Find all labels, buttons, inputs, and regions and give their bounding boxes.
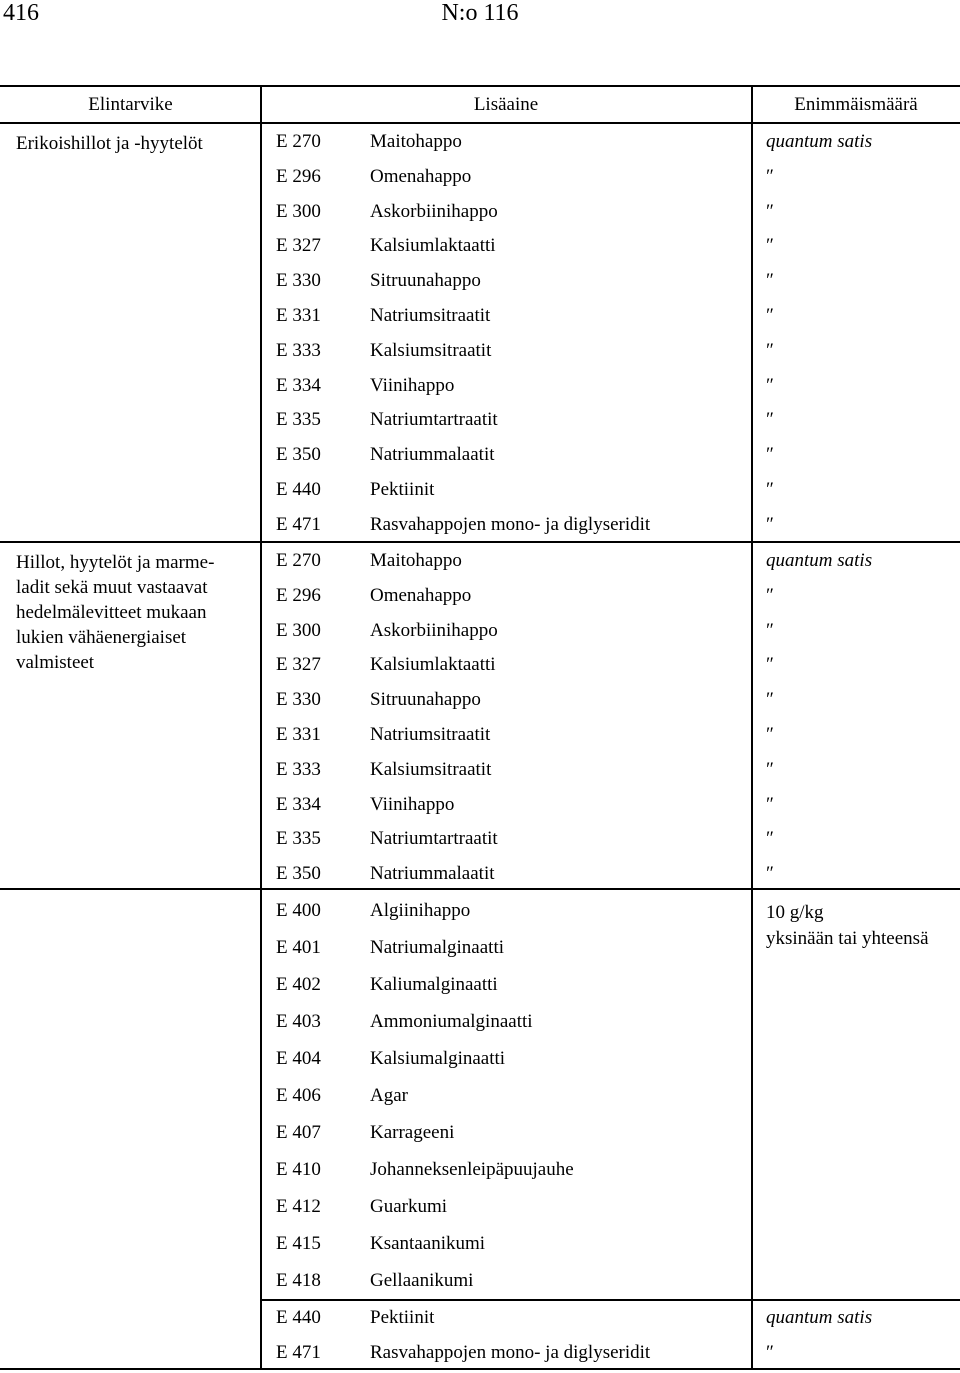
section-rule-1 — [0, 541, 960, 543]
max-amount: quantum satis — [766, 131, 873, 152]
additive-name: Natriumtartraatit — [370, 828, 498, 849]
additive-code: E 440 — [276, 479, 321, 500]
additive-name: Ammoniumalginaatti — [370, 1011, 533, 1032]
additive-name: Omenahappo — [370, 585, 472, 606]
food-cell — [16, 550, 214, 675]
column-divider-left — [260, 85, 262, 1370]
additive-code: E 404 — [276, 1048, 321, 1069]
table-bottom-rule — [0, 1368, 960, 1370]
additive-code: E 330 — [276, 689, 321, 710]
max-amount: ″ — [766, 270, 774, 291]
max-amount: ″ — [766, 759, 774, 780]
additive-code: E 334 — [276, 375, 321, 396]
additive-name: Karrageeni — [370, 1122, 455, 1143]
additive-name: Pektiinit — [370, 1307, 435, 1328]
max-amount: ″ — [766, 620, 774, 641]
additive-name: Natriummalaatit — [370, 863, 495, 884]
max-amount: ″ — [766, 654, 774, 675]
additive-code: E 331 — [276, 305, 321, 326]
additive-code: E 400 — [276, 900, 321, 921]
header-food: Elintarvike — [88, 94, 173, 115]
max-amount: ″ — [766, 479, 774, 500]
max-amount: ″ — [766, 444, 774, 465]
max-amount: ″ — [766, 409, 774, 430]
additive-name: Askorbiinihappo — [370, 620, 498, 641]
additive-code: E 327 — [276, 654, 321, 675]
additive-code: E 300 — [276, 201, 321, 222]
additive-name: Johanneksenleipäpuujauhe — [370, 1159, 574, 1180]
food-line: valmisteet — [16, 652, 95, 673]
max-amount: ″ — [766, 1342, 774, 1363]
max-amount: ″ — [766, 201, 774, 222]
additive-name: Pektiinit — [370, 479, 435, 500]
additive-name: Kalsiumlaktaatti — [370, 235, 496, 256]
additive-code: E 418 — [276, 1270, 321, 1291]
additive-code: E 471 — [276, 514, 321, 535]
additive-name: Natriumtartraatit — [370, 409, 498, 430]
additive-code: E 270 — [276, 550, 321, 571]
additive-code: E 331 — [276, 724, 321, 745]
additive-code: E 330 — [276, 270, 321, 291]
additive-code: E 333 — [276, 340, 321, 361]
max-amount: quantum satis — [766, 550, 873, 571]
additive-code: E 410 — [276, 1159, 321, 1180]
max-line: 10 g/kg — [766, 902, 824, 923]
additive-code: E 406 — [276, 1085, 321, 1106]
additive-name: Gellaanikumi — [370, 1270, 474, 1291]
additive-code: E 403 — [276, 1011, 321, 1032]
max-amount: ″ — [766, 375, 774, 396]
additive-name: Kalsiumsitraatit — [370, 340, 492, 361]
additive-code: E 335 — [276, 409, 321, 430]
table-top-rule — [0, 85, 960, 87]
page-number: 416 — [3, 0, 39, 26]
additive-name: Sitruunahappo — [370, 270, 481, 291]
additive-name: Askorbiinihappo — [370, 201, 498, 222]
additive-name: Rasvahappojen mono- ja diglyseridit — [370, 514, 651, 535]
additive-code: E 296 — [276, 585, 321, 606]
section-rule-3 — [261, 1299, 960, 1301]
food-line: lukien vähäenergiaiset — [16, 627, 187, 648]
max-amount: ″ — [766, 724, 774, 745]
additive-code: E 402 — [276, 974, 321, 995]
max-line: yksinään tai yhteensä — [766, 928, 929, 949]
additive-name: Natriumalginaatti — [370, 937, 505, 958]
food-line: Erikoishillot ja -hyytelöt — [16, 133, 203, 154]
additive-name: Rasvahappojen mono- ja diglyseridit — [370, 1342, 651, 1363]
additive-name: Agar — [370, 1085, 408, 1106]
additive-name: Kalsiumalginaatti — [370, 1048, 506, 1069]
food-line: ladit sekä muut vastaavat — [16, 577, 208, 598]
additive-code: E 327 — [276, 235, 321, 256]
additive-name: Viinihappo — [370, 794, 455, 815]
additive-code: E 412 — [276, 1196, 321, 1217]
additive-code: E 335 — [276, 828, 321, 849]
header-additive: Lisäaine — [473, 94, 539, 115]
additive-code: E 440 — [276, 1307, 321, 1328]
additive-name: Kalsiumsitraatit — [370, 759, 492, 780]
additive-code: E 401 — [276, 937, 321, 958]
max-amount: ″ — [766, 585, 774, 606]
max-amount: ″ — [766, 305, 774, 326]
additive-name: Kalsiumlaktaatti — [370, 654, 496, 675]
max-amount: ″ — [766, 828, 774, 849]
max-amount: ″ — [766, 863, 774, 884]
food-line: hedelmälevitteet mukaan — [16, 602, 207, 623]
food-line: Hillot, hyytelöt ja marme- — [16, 552, 215, 573]
additive-name: Natriummalaatit — [370, 444, 495, 465]
max-amount: ″ — [766, 340, 774, 361]
max-amount: ″ — [766, 794, 774, 815]
additive-code: E 333 — [276, 759, 321, 780]
max-amount: ″ — [766, 689, 774, 710]
additive-code: E 270 — [276, 131, 321, 152]
additive-name: Sitruunahappo — [370, 689, 481, 710]
max-amount: ″ — [766, 514, 774, 535]
additive-code: E 407 — [276, 1122, 321, 1143]
max-cell — [766, 900, 929, 952]
additive-code: E 300 — [276, 620, 321, 641]
additive-code: E 471 — [276, 1342, 321, 1363]
additive-code: E 350 — [276, 863, 321, 884]
additive-name: Kaliumalginaatti — [370, 974, 498, 995]
additive-code: E 334 — [276, 794, 321, 815]
additive-code: E 296 — [276, 166, 321, 187]
additive-name: Natriumsitraatit — [370, 724, 491, 745]
additive-code: E 350 — [276, 444, 321, 465]
additive-name: Maitohappo — [370, 131, 462, 152]
additive-name: Viinihappo — [370, 375, 455, 396]
section-rule-2 — [0, 888, 960, 890]
max-amount: quantum satis — [766, 1307, 873, 1328]
additive-name: Maitohappo — [370, 550, 462, 571]
max-amount: ″ — [766, 166, 774, 187]
max-amount: ″ — [766, 235, 774, 256]
additive-code: E 415 — [276, 1233, 321, 1254]
additive-name: Guarkumi — [370, 1196, 448, 1217]
additive-name: Omenahappo — [370, 166, 472, 187]
header-max: Enimmäismäärä — [794, 94, 918, 115]
page-header — [0, 0, 960, 40]
additive-name: Natriumsitraatit — [370, 305, 491, 326]
header-bottom-rule — [0, 122, 960, 124]
column-divider-right — [751, 85, 753, 1370]
additive-name: Ksantaanikumi — [370, 1233, 486, 1254]
food-cell — [16, 131, 203, 156]
issue-number: N:o 116 — [441, 0, 519, 26]
additive-name: Algiinihappo — [370, 900, 471, 921]
